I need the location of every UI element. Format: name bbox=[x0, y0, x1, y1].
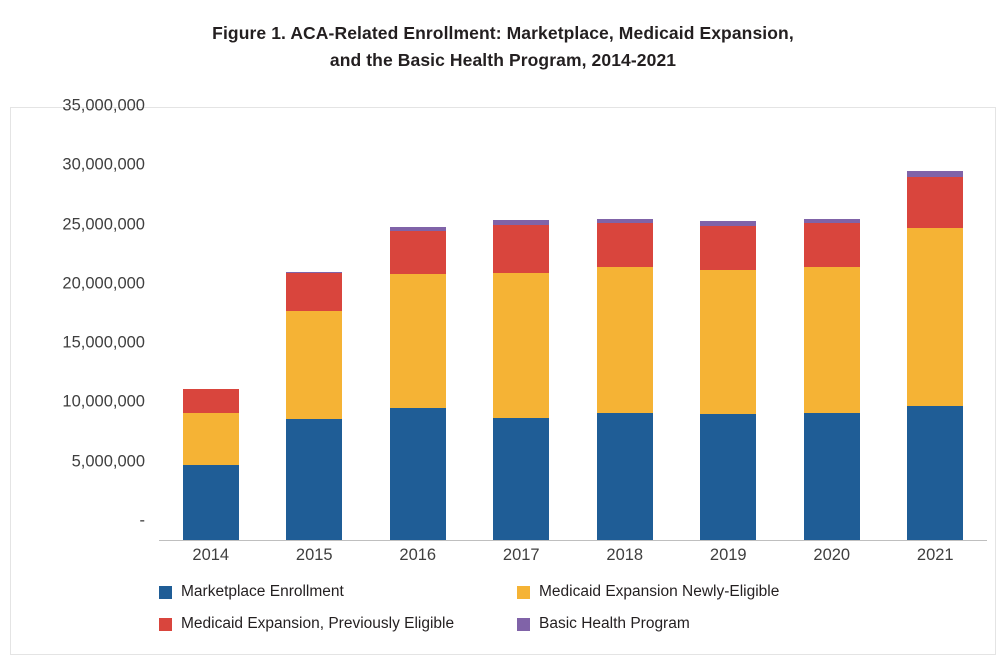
plot-area bbox=[62, 96, 987, 639]
legend-item-medicaid-expansion-newly-eligible bbox=[517, 583, 779, 601]
y-axis-tick-label: 10,000,000 bbox=[62, 392, 145, 411]
bar-segment[interactable] bbox=[390, 231, 446, 275]
chart-container bbox=[10, 96, 996, 655]
bar-group[interactable] bbox=[286, 272, 342, 540]
bar-segment[interactable] bbox=[804, 223, 860, 267]
x-axis-tick-label: 2019 bbox=[709, 546, 747, 564]
x-axis-tick-label: 2016 bbox=[399, 546, 437, 564]
bar-segment[interactable] bbox=[804, 413, 860, 540]
bar-segment[interactable] bbox=[597, 267, 653, 413]
x-axis-tick-label: 2018 bbox=[606, 546, 644, 564]
bar-segment[interactable] bbox=[286, 273, 342, 311]
bar-segment[interactable] bbox=[493, 225, 549, 274]
bar-segment[interactable] bbox=[286, 311, 342, 419]
page-title bbox=[0, 20, 1006, 74]
bar-group[interactable] bbox=[700, 221, 756, 540]
legend-label: Basic Health Program bbox=[539, 615, 690, 632]
bar-segment[interactable] bbox=[493, 418, 549, 540]
chart-legend bbox=[159, 576, 989, 640]
legend-swatch-icon bbox=[159, 586, 172, 599]
y-axis-tick-label: - bbox=[139, 511, 145, 530]
bar-group[interactable] bbox=[390, 227, 446, 540]
legend-row bbox=[159, 576, 989, 608]
x-axis-tick-label: 2020 bbox=[813, 546, 851, 564]
plot-inner bbox=[62, 96, 987, 541]
legend-item-medicaid-expansion-previously-eligible bbox=[159, 615, 517, 633]
bar-segment[interactable] bbox=[183, 465, 239, 540]
bar-segment[interactable] bbox=[700, 270, 756, 415]
bar-segment[interactable] bbox=[804, 267, 860, 413]
legend-label: Medicaid Expansion, Previously Eligible bbox=[181, 615, 455, 632]
bar-group[interactable] bbox=[907, 171, 963, 540]
bar-segment[interactable] bbox=[390, 274, 446, 408]
y-axis-tick-label: 15,000,000 bbox=[62, 333, 145, 352]
bar-segment[interactable] bbox=[700, 226, 756, 270]
bar-group[interactable] bbox=[183, 389, 239, 540]
bar-segment[interactable] bbox=[907, 406, 963, 540]
y-axis-tick-label: 25,000,000 bbox=[62, 215, 145, 234]
y-axis-tick-label: 35,000,000 bbox=[62, 96, 145, 115]
legend-item-marketplace-enrollment bbox=[159, 583, 517, 601]
bar-segment[interactable] bbox=[493, 273, 549, 418]
legend-item-basic-health-program bbox=[517, 615, 690, 633]
x-axis-tick-label: 2017 bbox=[502, 546, 540, 564]
bar-segment[interactable] bbox=[183, 389, 239, 413]
x-axis-tick-label: 2021 bbox=[916, 546, 954, 564]
bar-segment[interactable] bbox=[907, 177, 963, 228]
x-axis-tick-label: 2015 bbox=[295, 546, 333, 564]
bar-segment[interactable] bbox=[286, 419, 342, 540]
legend-swatch-icon bbox=[517, 586, 530, 599]
bar-group[interactable] bbox=[493, 220, 549, 540]
page-title-line-2: and the Basic Health Program, 2014-2021 bbox=[329, 50, 677, 70]
bar-segment[interactable] bbox=[390, 408, 446, 540]
bar-segment[interactable] bbox=[183, 413, 239, 465]
bar-segment[interactable] bbox=[597, 413, 653, 540]
y-axis-tick-label: 30,000,000 bbox=[62, 155, 145, 174]
legend-label: Medicaid Expansion Newly-Eligible bbox=[539, 583, 780, 600]
legend-row bbox=[159, 608, 989, 640]
y-axis-tick-label: 20,000,000 bbox=[62, 274, 145, 293]
legend-swatch-icon bbox=[159, 618, 172, 631]
bar-group[interactable] bbox=[804, 219, 860, 540]
legend-swatch-icon bbox=[517, 618, 530, 631]
legend-label: Marketplace Enrollment bbox=[181, 583, 344, 600]
bar-group[interactable] bbox=[597, 219, 653, 540]
y-axis-tick-label: 5,000,000 bbox=[71, 452, 145, 471]
bar-segment[interactable] bbox=[700, 414, 756, 540]
page-title-line-1: Figure 1. ACA-Related Enrollment: Marketplace, Medicaid Expansion, bbox=[212, 23, 794, 43]
x-axis-tick-label: 2014 bbox=[192, 546, 230, 564]
bar-segment[interactable] bbox=[597, 223, 653, 267]
bar-segment[interactable] bbox=[907, 228, 963, 406]
